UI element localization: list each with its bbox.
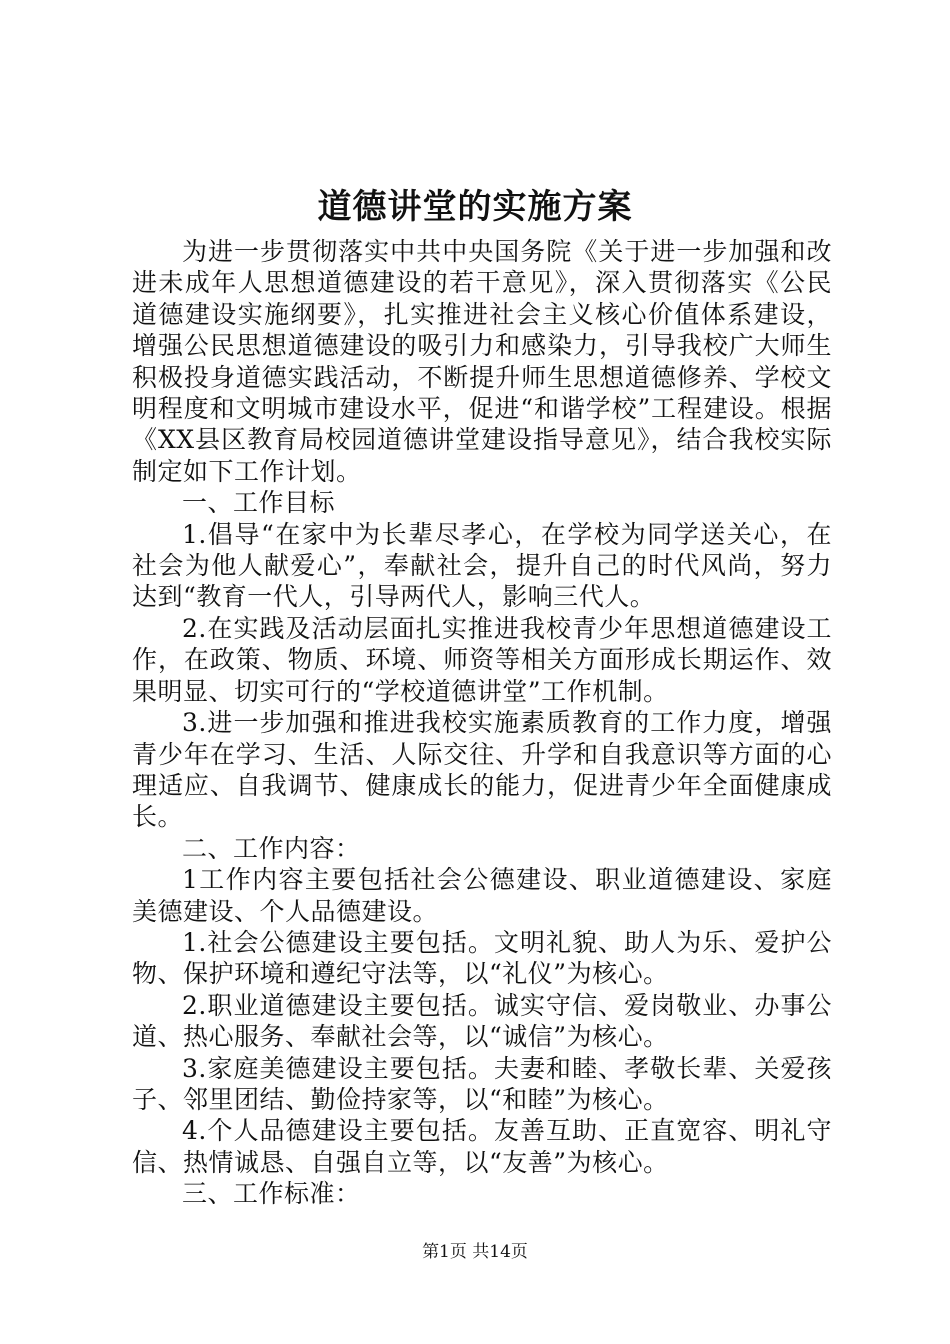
goal-item-2: 2.在实践及活动层面扎实推进我校青少年思想道德建设工作，在政策、物质、环境、师资等相关方面形成长期运作、效果明显、切实可行的“学校道德讲堂”工作机制。 xyxy=(132,613,832,706)
content-item-4: 4.个人品德建设主要包括。友善互助、正直宽容、明礼守信、热情诚恳、自强自立等，以“友善”为核心。 xyxy=(132,1116,832,1177)
content-summary: 1工作内容主要包括社会公德建设、职业道德建设、家庭美德建设、个人品德建设。 xyxy=(132,865,832,926)
section-heading-goals: 一、工作目标 xyxy=(182,488,336,518)
content-item-1: 1.社会公德建设主要包括。文明礼貌、助人为乐、爱护公物、保护环境和遵纪守法等，以“礼仪”为核心。 xyxy=(132,927,832,989)
content-item-2: 2.职业道德建设主要包括。诚实守信、爱岗敬业、办事公道、热心服务、奉献社会等，以“诚信”为核心。 xyxy=(132,990,832,1052)
goal-item-1: 1.倡导“在家中为长辈尽孝心，在学校为同学送关心，在社会为他人献爱心”，奉献社会，提升自己的时代风尚，努力达到“教育一代人，引导两代人，影响三代人。 xyxy=(132,519,832,612)
document-title: 道德讲堂的实施方案 xyxy=(317,187,633,227)
section-heading-standards: 三、工作标准： xyxy=(182,1179,361,1209)
page-number-footer: 第1页 共14页 xyxy=(422,1242,528,1262)
intro-paragraph: 为进一步贯彻落实中共中央国务院《关于进一步加强和改进未成年人思想道德建设的若干意见》，深入贯彻落实《公民道德建设实施纲要》，扎实推进社会主义核心价值体系建设，增强公民思想道德建设的吸引力和感染力，引导我校广大师生积极投身道德实践活动，不断提升师生思想道德修养、学校文明程度和文明城市建设水平，促进“和谐学校”工程建设。根据《XX县区教育局校园道德讲堂建设指导意见》，结合我校实际制定如下工作计划。 xyxy=(132,237,832,486)
section-heading-content: 二、工作内容： xyxy=(182,833,361,863)
goal-item-3: 3.进一步加强和推进我校实施素质教育的工作力度，增强青少年在学习、生活、人际交往、升学和自我意识等方面的心理适应、自我调节、健康成长的能力，促进青少年全面健康成长。 xyxy=(132,708,832,832)
document-body xyxy=(132,236,832,1210)
content-item-3: 3.家庭美德建设主要包括。夫妻和睦、孝敬长辈、关爱孩子、邻里团结、勤俭持家等，以“和睦”为核心。 xyxy=(132,1053,832,1114)
